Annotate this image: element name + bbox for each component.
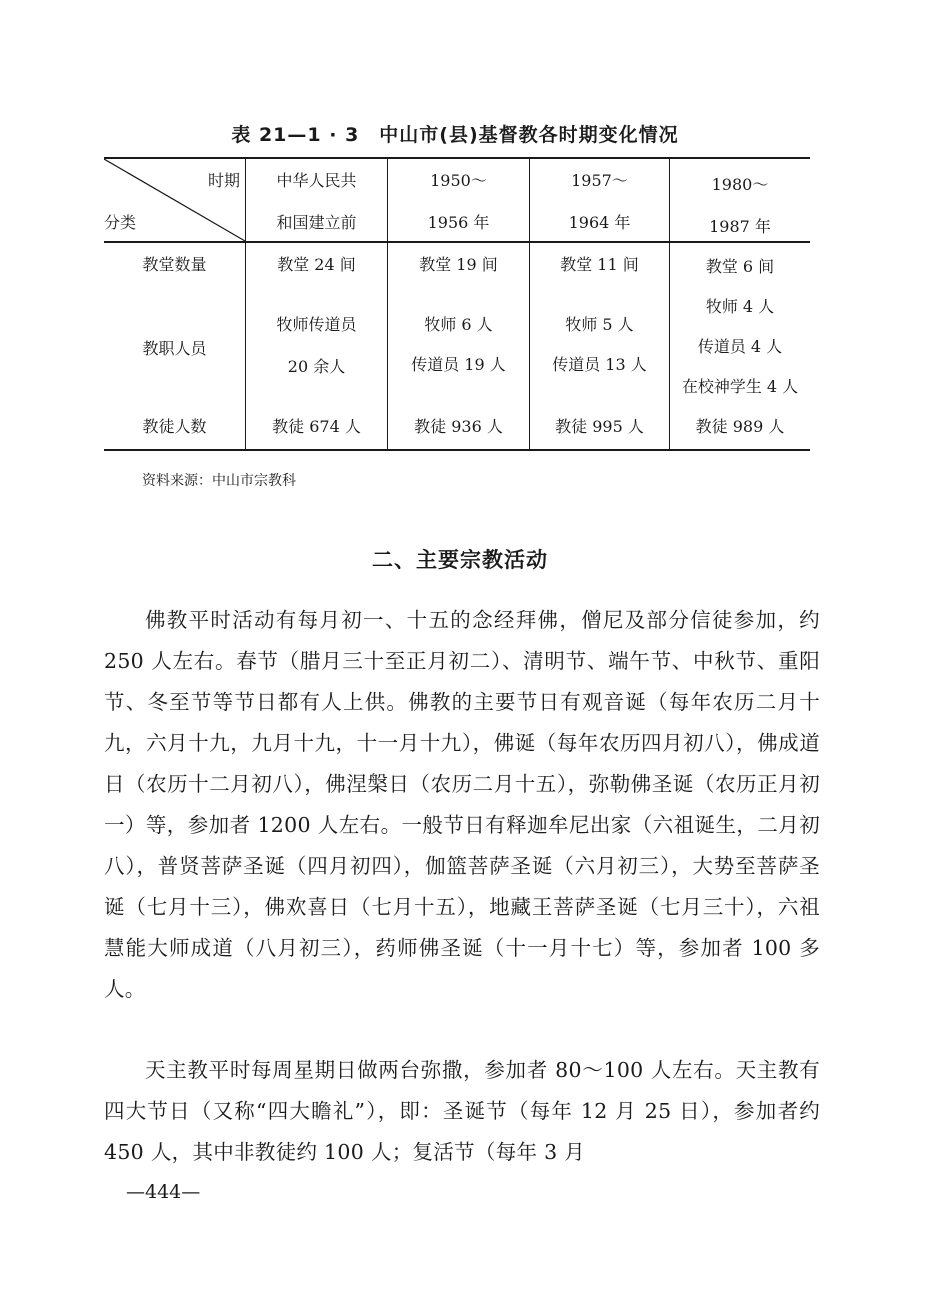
col-divider-2 [387,157,388,451]
period-header-2-line1: 1950～ [430,171,487,190]
table-title: 表 21—1 · 3 中山市(县)基督教各时期变化情况 [231,124,679,146]
period-header-3-line2: 1964 年 [568,213,631,232]
staff-cell-4-line1: 牧师 4 人 [705,297,775,316]
period-header-2-line2: 1956 年 [427,213,490,232]
staff-cell-4-line3: 在校神学生 4 人 [681,377,799,396]
table-bottom-border [104,449,810,451]
row-label-staff: 教职人员 [142,339,207,358]
header-corner-period: 时期 [208,171,241,190]
period-header-4-line2: 1987 年 [709,217,771,236]
section-heading: 二、主要宗教活动 [372,548,548,572]
period-header-3-line1: 1957～ [571,171,628,190]
period-header-1-line2: 和国建立前 [276,213,357,232]
churches-cell-2: 教堂 19 间 [419,255,498,274]
period-header-4-line1: 1980～ [711,175,769,194]
religion-table [104,157,810,452]
staff-cell-1-line1: 牧师传道员 [276,315,357,334]
churches-cell-4: 教堂 6 间 [705,257,775,276]
churches-cell-3: 教堂 11 间 [560,255,639,274]
table-source-note: 资料来源：中山市宗教科 [142,473,296,489]
staff-cell-2-line2: 传道员 19 人 [411,355,506,374]
page-number: —444— [126,1181,201,1203]
paragraph-buddhism: 佛教平时活动有每月初一、十五的念经拜佛，僧尼及部分信徒参加，约 250 人左右。春节（腊月三十至正月初二）、清明节、端午节、中秋节、重阳节、冬至节等节日都有人上供。佛教的主要节日有观音诞（每年农历二月十九，六月十九，九月十九，十一月十九），佛诞（每年农历四月初八），佛成道日（农历十二月初八），佛涅槃日（农历二月十五），弥勒佛圣诞（农历正月初一）等，参加者 1200 人左右。一般节日有释迦牟尼出家（六祖诞生，二月初八），普贤菩萨圣诞（四月初四），伽篮菩萨圣诞（六月初三），大势至菩萨圣诞（七月十三），佛欢喜日（七月十五），地藏王菩萨圣诞（七月三十），六祖慧能大师成道（八月初三），药师佛圣诞（十一月十七）等，参加者 100 多人。 [104,608,820,1001]
staff-cell-1-line2: 20 余人 [287,357,346,376]
churches-cell-1: 教堂 24 间 [277,255,356,274]
staff-cell-2-line1: 牧师 6 人 [424,315,493,334]
paragraph-catholicism: 天主教平时每周星期日做两台弥撒，参加者 80～100 人左右。天主教有四大节日（又称“四大瞻礼”），即：圣诞节（每年 12 月 25 日），参加者约 450 人，其中非教徒约 100 人；复活节（每年 3 月 [104,1058,820,1164]
col-divider-3 [529,157,530,451]
row-label-believers: 教徒人数 [142,417,207,436]
period-header-1-line1: 中华人民共 [276,171,357,190]
believers-cell-1: 教徒 674 人 [272,417,361,436]
believers-cell-4: 教徒 989 人 [695,417,785,436]
staff-cell-4-line2: 传道员 4 人 [697,337,783,356]
staff-cell-3-line1: 牧师 5 人 [565,315,634,334]
row-label-churches: 教堂数量 [142,255,207,274]
staff-cell-3-line2: 传道员 13 人 [552,355,647,374]
header-corner-category: 分类 [104,213,137,232]
believers-cell-2: 教徒 936 人 [414,417,503,436]
believers-cell-3: 教徒 995 人 [555,417,644,436]
